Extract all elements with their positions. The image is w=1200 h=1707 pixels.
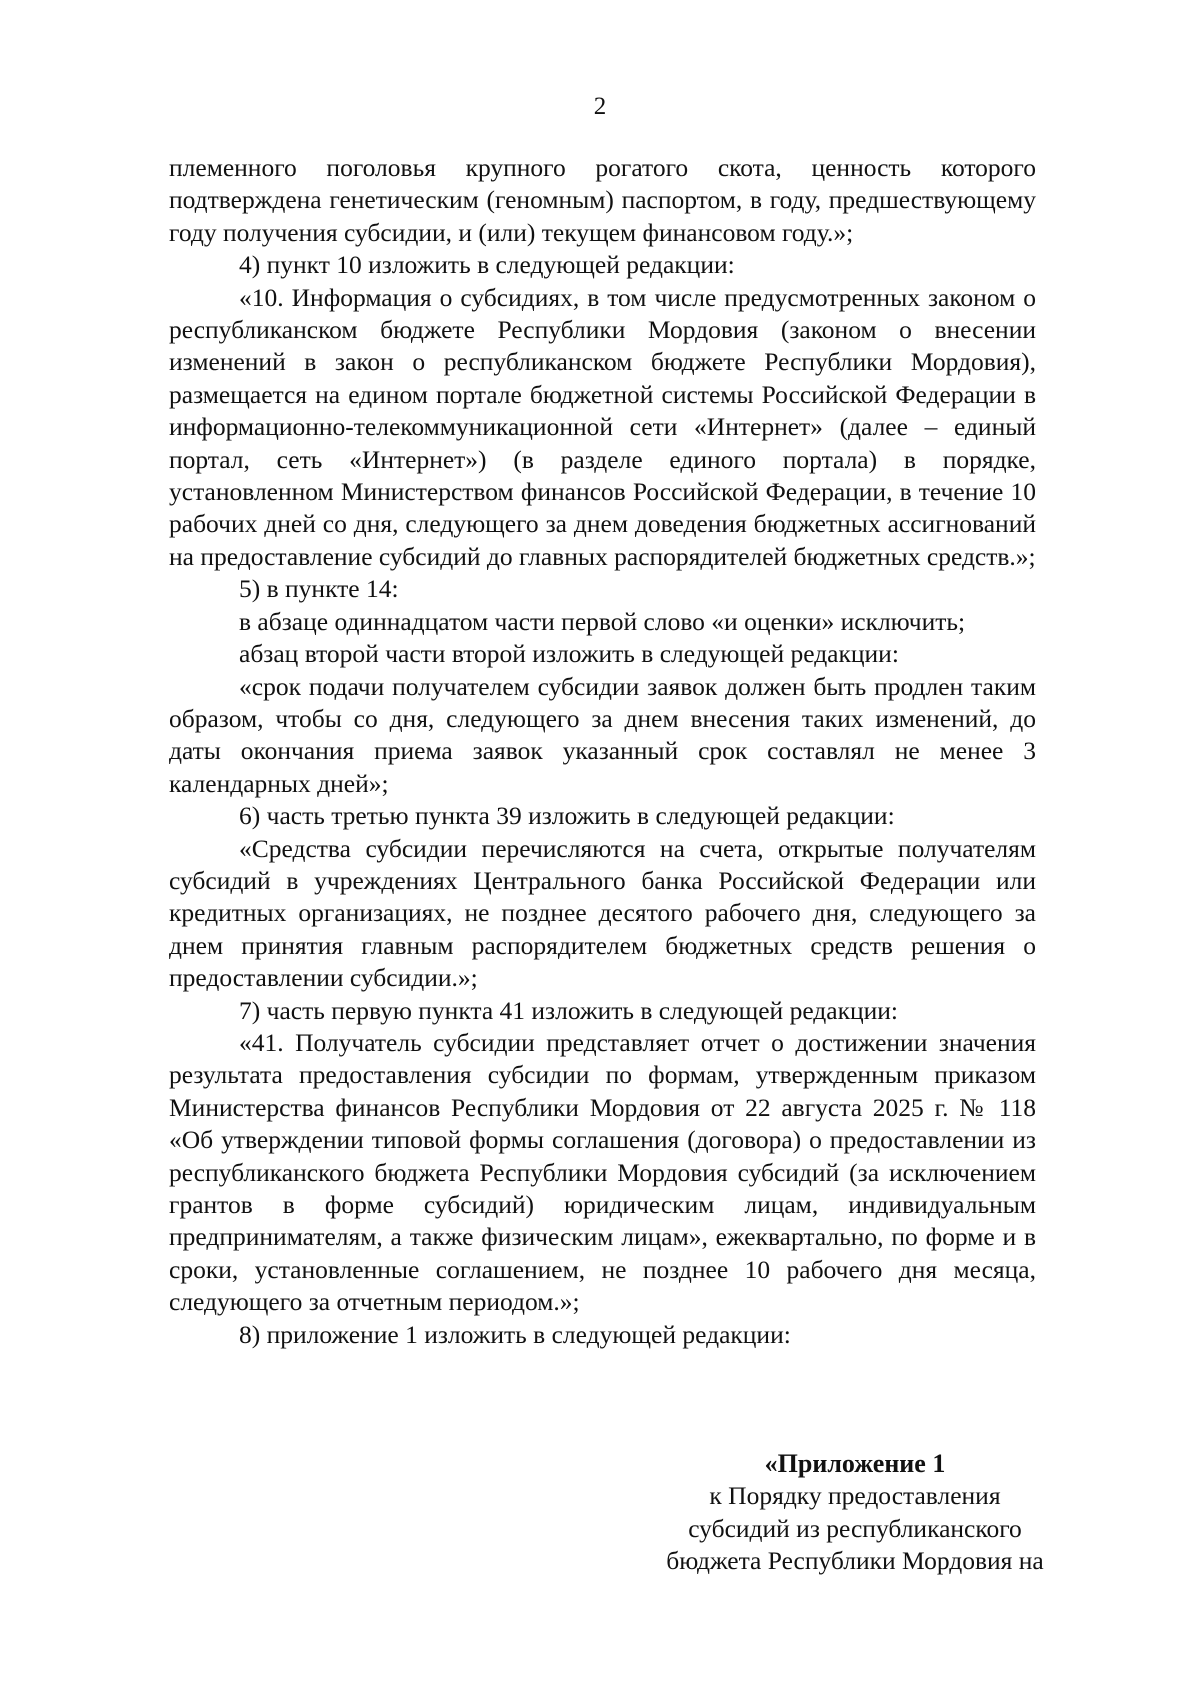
appendix-line-1: к Порядку предоставления — [709, 1481, 1001, 1511]
document-body — [169, 152, 1036, 1351]
paragraph-item-5-sub-2: абзац второй части второй изложить в следующей редакции: — [239, 639, 899, 669]
paragraph-item-4: 4) пункт 10 изложить в следующей редакции: — [239, 250, 735, 280]
page-number: 2 — [593, 93, 607, 120]
paragraph-funds-text: «Средства субсидии перечисляются на счета, открытые получателям субсидий в учреждениях Центрального банка Российской Федерации или кредитных организациях, не позднее десятого рабочего дня, следующего за днем принятия главным распорядителем бюджетных средств решения о предоставлении субсидии.»; — [169, 833, 1036, 993]
paragraph-item-8: 8) приложение 1 изложить в следующей редакции: — [239, 1319, 791, 1349]
appendix-line-2: субсидий из республиканского — [688, 1513, 1022, 1543]
paragraph-point-41-text: «41. Получатель субсидии представляет отчет о достижении значения результата предоставления субсидии по формам, утвержденным приказом Министерства финансов Республики Мордовия от 22 августа 2025 г. № 118 «Об утверждении типовой формы соглашения (договора) о предоставлении из республиканского бюджета Республики Мордовия субсидий (за исключением грантов в форме субсидий) юридическим лицам, индивидуальным предпринимателям, а также физическим лицам», ежеквартально, по форме и в сроки, установленные соглашением, не позднее 10 рабочего дня месяца, следующего за отчетным периодом.»; — [169, 1027, 1036, 1317]
appendix-header — [640, 1448, 1070, 1578]
paragraph-item-7: 7) часть первую пункта 41 изложить в следующей редакции: — [239, 995, 899, 1025]
paragraph-item-5-sub-1: в абзаце одиннадцатом части первой слово «и оценки» исключить; — [239, 606, 966, 636]
paragraph-continuation: племенного поголовья крупного рогатого скота, ценность которого подтверждена генетическим (геномным) паспортом, в году, предшествующему году получения субсидии, и (или) текущем финансовом году.»; — [169, 153, 1036, 247]
appendix-title: «Приложение 1 — [764, 1449, 946, 1478]
paragraph-item-6: 6) часть третью пункта 39 изложить в следующей редакции: — [239, 801, 895, 831]
paragraph-point-10-text: «10. Информация о субсидиях, в том числе предусмотренных законом о республиканском бюджете Республики Мордовия (законом о внесении изменений в закон о республиканском бюджете Республики Мордовия), размещается на едином портале бюджетной системы Российской Федерации в информационно-телекоммуникационной сети «Интернет» (далее – единый портал, сеть «Интернет») (в разделе единого портала) в порядке, установленном Министерством финансов Российской Федерации, в течение 10 рабочих дней со дня, следующего за днем доведения бюджетных ассигнований на предоставление субсидий до главных распорядителей бюджетных средств.»; — [169, 282, 1036, 571]
appendix-line-3: бюджета Республики Мордовия на — [666, 1546, 1044, 1576]
paragraph-deadline-text: «срок подачи получателем субсидии заявок должен быть продлен таким образом, чтобы со дня, следующего за днем внесения таких изменений, до даты окончания приема заявок указанный срок составлял не менее 3 календарных дней»; — [169, 671, 1036, 798]
paragraph-item-5: 5) в пункте 14: — [239, 574, 399, 604]
